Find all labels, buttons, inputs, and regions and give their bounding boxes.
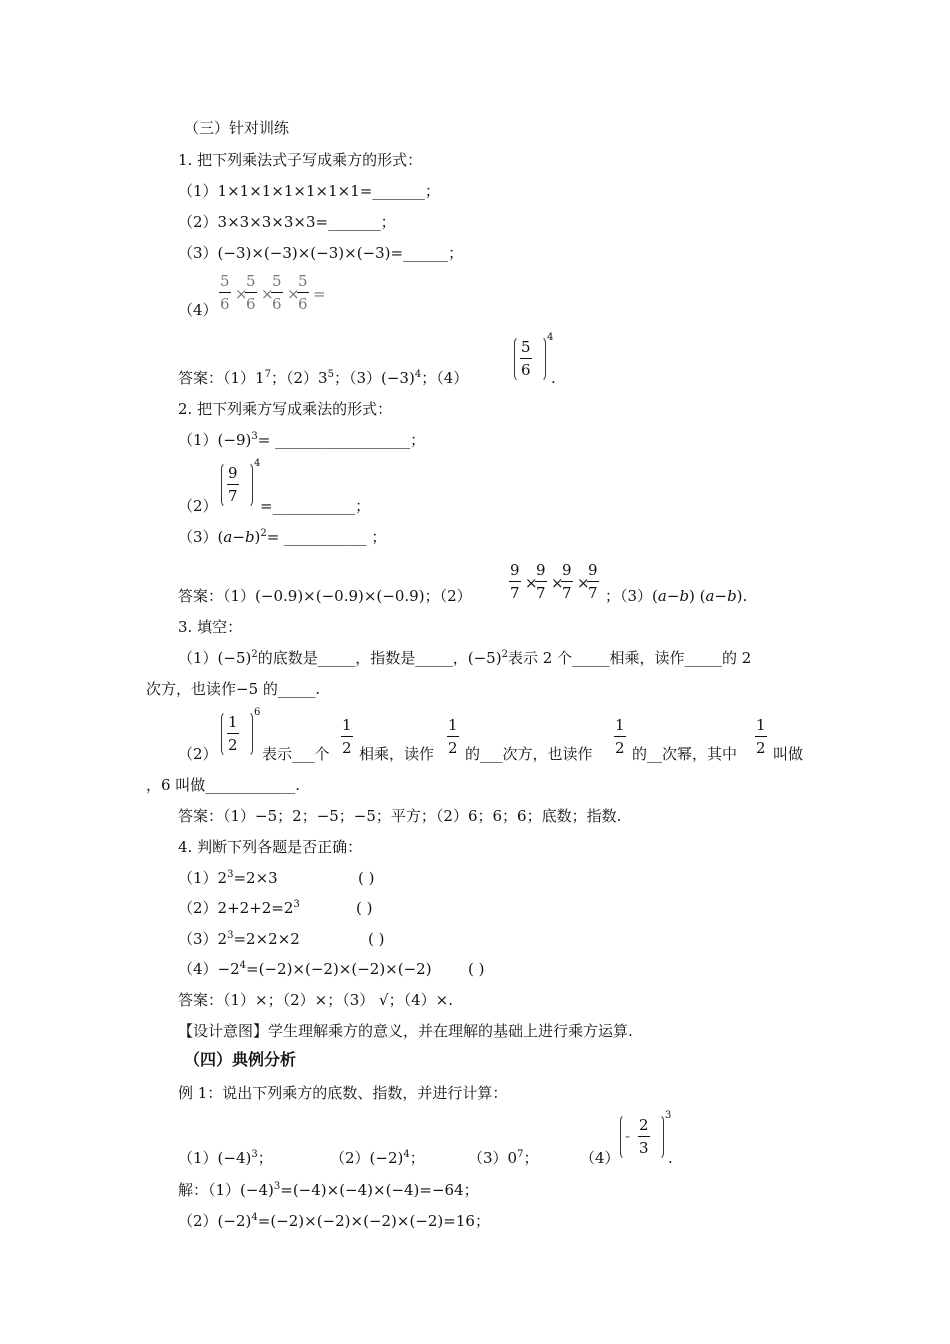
example-1-item-2: $(2)(-2)^4$；: [330, 1149, 425, 1167]
fraction: 1 2: [228, 713, 238, 754]
fraction: 9 7: [536, 561, 546, 602]
question-3-line-4: ，6 叫做____________.: [146, 776, 301, 794]
question-3-text: 的___次方，也读作: [465, 745, 593, 763]
question-4-item-4: $(4)-2^4=(-2)\times(-2)\times(-2)\times(-2)$: [178, 960, 432, 978]
exponent: 6: [254, 707, 261, 718]
exponent: 4: [547, 332, 554, 343]
question-3-text: 表示___个: [262, 745, 330, 763]
fraction: 9 7: [562, 561, 572, 602]
question-2-item-2-blank: =___________；: [260, 497, 371, 515]
question-2-item-2-label: （2）: [178, 497, 218, 515]
question-1-stem: 1. 把下列乘法式子写成乘方的形式：: [178, 151, 423, 169]
question-4-answer: 答案：（1）×；（2）×；（3） √；（4）×.: [178, 991, 453, 1009]
fraction: 1 2: [448, 716, 458, 757]
fraction: 5 6: [220, 272, 230, 313]
answer-parentheses: ( ): [356, 899, 373, 917]
answer-parentheses: ( ): [468, 960, 485, 978]
fraction: 5 6: [298, 272, 308, 313]
question-3-line-2: 次方，也读作−5 的_____.: [146, 680, 321, 698]
question-4-item-1: $(1)2^3=2\times 3$: [178, 869, 278, 887]
question-2-item-1: $(1)(-9)^3=$ __________________；: [178, 431, 426, 449]
period: .: [668, 1149, 673, 1167]
answer-parentheses: ( ): [368, 930, 385, 948]
section-title: （四）典例分析: [184, 1050, 297, 1069]
negative-sign: -: [625, 1127, 631, 1145]
solution-line-2: $(2)(-2)^4=(-2)\times(-2)\times(-2)\times(-2)=16$；: [178, 1212, 490, 1230]
example-1-item-1: $(1)(-4)^3$；: [178, 1149, 273, 1167]
fraction: 1 2: [756, 716, 766, 757]
exponent: 4: [254, 458, 261, 469]
question-1-item-4-label: （4）: [178, 301, 218, 319]
section-title: （三）针对训练: [184, 119, 290, 137]
design-intent: 【设计意图】学生理解乘方的意义，并在理解的基础上进行乘方运算.: [178, 1022, 633, 1040]
period: .: [551, 369, 556, 387]
example-1-stem: 例 1：说出下列乘方的底数、指数，并进行计算：: [178, 1084, 508, 1102]
fraction: 1 2: [615, 716, 625, 757]
question-2-stem: 2. 把下列乘方写成乘法的形式：: [178, 400, 393, 418]
question-3-text: 叫做: [773, 745, 804, 763]
fraction: 9 7: [510, 561, 520, 602]
question-1-answer: 答案：$(1)1^7$；$(2)3^5$；$(3)(-3)^4$；（4）: [178, 369, 469, 387]
question-1-item-1: （1）1×1×1×1×1×1×1=_______；: [178, 182, 440, 200]
question-4-item-2: $(2)2+2+2=2^3$: [178, 899, 300, 917]
fraction: 9 7: [228, 464, 238, 505]
question-3-text: 相乘，读作: [359, 745, 435, 763]
question-1-item-3: （3）(−3)×(−3)×(−3)×(−3)=______；: [178, 244, 464, 262]
solution-line-1: 解：$(1)(-4)^3=(-4)\times(-4)\times(-4)=-64$；: [178, 1181, 479, 1199]
answer-parentheses: ( ): [358, 869, 375, 887]
question-2-answer-part-3: ；（3）(a−b) (a−b).: [605, 587, 748, 605]
question-2-item-3: $(3)(a-b)^2=$ ___________ ；: [178, 528, 387, 546]
example-1-item-4-label: （4）: [580, 1149, 620, 1167]
fraction: 2 3: [639, 1116, 649, 1157]
question-4-stem: 4. 判断下列各题是否正确：: [178, 838, 363, 856]
fraction: 1 2: [342, 716, 352, 757]
fraction: 5 6: [521, 338, 531, 379]
exponent: 3: [665, 1110, 672, 1121]
question-3-answer: 答案：（1）−5；2；−5；−5；平方；（2）6；6；6；底数；指数.: [178, 807, 622, 825]
fraction: 9 7: [588, 561, 598, 602]
question-3-line-3-label: （2）: [178, 745, 218, 763]
question-3-stem: 3. 填空：: [178, 618, 243, 636]
fraction: 5 6: [246, 272, 256, 313]
question-3-line-1: $(1)(-5)^2$的底数是_____，指数是_____，$(-5)^2$表示 2 个_____相乘，读作_____的 2: [178, 649, 752, 667]
question-3-text: 的__次幂，其中: [632, 745, 738, 763]
fraction: 5 6: [272, 272, 282, 313]
question-4-item-3: $(3)2^3=2\times 2\times 2$: [178, 930, 300, 948]
example-1-item-3: $(3)0^7$；: [468, 1149, 539, 1167]
question-1-item-2: （2）3×3×3×3×3=_______；: [178, 213, 396, 231]
question-2-answer-part-1: 答案：（1）(−0.9)×(−0.9)×(−0.9)；（2）: [178, 587, 472, 605]
